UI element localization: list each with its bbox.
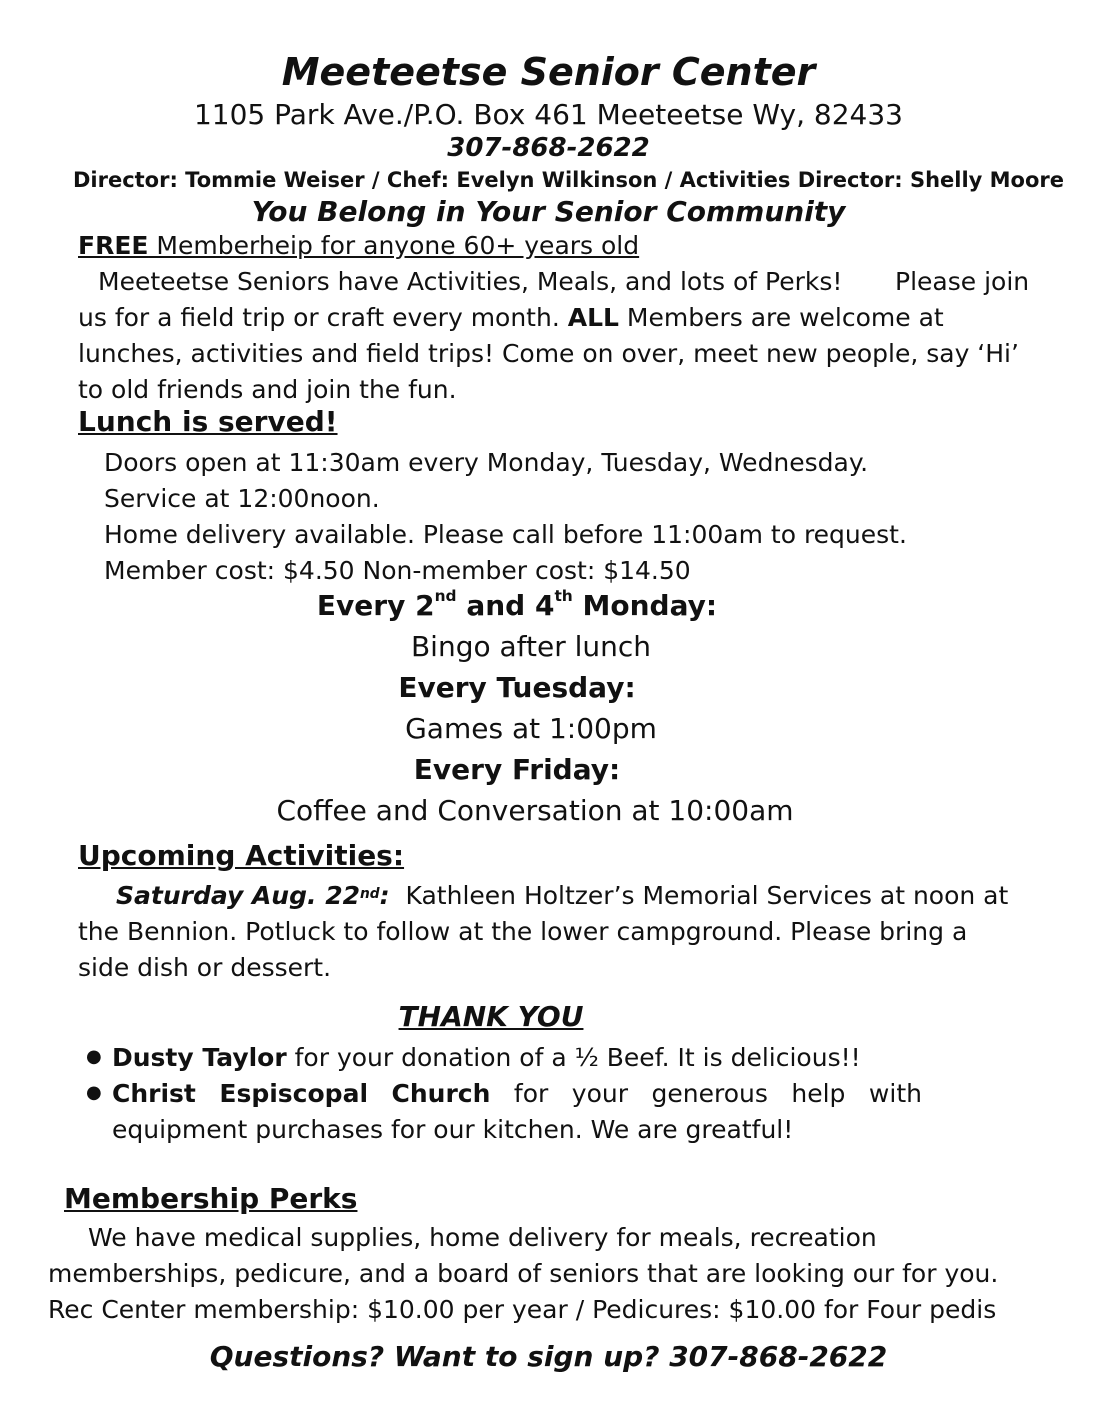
monday-sup-2: th — [554, 587, 573, 605]
membership-line-4: to old friends and join the fun. — [78, 375, 457, 404]
staff-line: Director: Tommie Weiser / Chef: Evelyn Wilkinson / Activities Director: Shelly Moore — [72, 168, 1065, 192]
perks-line-2: memberships, pedicure, and a board of seniors that are looking our for you. — [48, 1259, 999, 1288]
donor-name: Dusty Taylor — [112, 1043, 287, 1072]
thanks-item-1 — [112, 1040, 861, 1076]
membership-line-2a: us for a field trip or craft every month. — [78, 303, 568, 332]
lunch-heading: Lunch is served! — [78, 405, 338, 438]
donor-word: Christ — [112, 1079, 196, 1108]
friday-heading: Every Friday: — [413, 753, 621, 786]
thanks-word: with — [868, 1079, 922, 1108]
membership-line-1a: Meeteetse Seniors have Activities, Meals, and lots of Perks! — [98, 267, 843, 296]
monday-part-c: Monday: — [572, 589, 718, 622]
monday-heading — [0, 589, 1034, 622]
thanks-word: your — [571, 1079, 628, 1108]
monday-description: Bingo after lunch — [410, 630, 652, 663]
lunch-line: Service at 12:00noon. — [104, 484, 380, 513]
bullet-icon: ● — [86, 1082, 102, 1103]
membership-line-2c: Members are welcome at — [618, 303, 944, 332]
tuesday-heading: Every Tuesday: — [398, 671, 636, 704]
all-word: ALL — [567, 303, 619, 332]
lunch-line: Doors open at 11:30am every Monday, Tuesday, Wednesday. — [104, 448, 869, 477]
page-title: Meeteetse Senior Center — [281, 50, 816, 94]
event-date-sup: nd — [359, 886, 380, 902]
upcoming-line-2: the Bennion. Potluck to follow at the lower campground. Please bring a — [78, 917, 968, 946]
lunch-line: Home delivery available. Please call before 11:00am to request. — [104, 520, 907, 549]
thanks-item-2-line-2: equipment purchases for our kitchen. We are greatful! — [112, 1115, 794, 1144]
upcoming-line-1 — [116, 878, 1008, 914]
tagline: You Belong in Your Senior Community — [251, 195, 846, 228]
membership-line-1b: Please join — [895, 267, 1030, 296]
thanks-item-2-line-1 — [112, 1076, 922, 1112]
donor-text: for your donation of a ½ Beef. It is delicious!! — [286, 1043, 861, 1072]
thanks-word: for — [513, 1079, 549, 1108]
address: 1105 Park Ave./P.O. Box 461 Meeteetse Wy, 82433 — [193, 98, 903, 131]
event-date: Saturday Aug. 22 — [116, 881, 360, 910]
event-date-colon: : — [379, 881, 390, 910]
tuesday-description: Games at 1:00pm — [405, 712, 657, 745]
perks-line-1: We have medical supplies, home delivery for meals, recreation — [88, 1223, 877, 1252]
membership-line-2 — [78, 300, 944, 336]
bullet-icon: ● — [86, 1046, 102, 1067]
donor-word: Church — [391, 1079, 491, 1108]
friday-description: Coffee and Conversation at 10:00am — [276, 794, 794, 827]
lunch-line: Member cost: $4.50 Non-member cost: $14.50 — [104, 556, 691, 585]
thanks-heading: THANK YOU — [398, 1000, 584, 1033]
upcoming-heading: Upcoming Activities: — [78, 839, 405, 872]
event-text-1: Kathleen Holtzer’s Memorial Services at noon at — [389, 881, 1009, 910]
perks-heading: Membership Perks — [64, 1182, 358, 1215]
monday-sup-1: nd — [434, 587, 457, 605]
monday-part-a: Every 2 — [316, 589, 435, 622]
monday-part-b: and 4 — [456, 589, 555, 622]
perks-line-3: Rec Center membership: $10.00 per year / Pedicures: $10.00 for Four pedis — [48, 1295, 997, 1324]
membership-line-3: lunches, activities and field trips! Come on over, meet new people, say ‘Hi’ — [78, 339, 1019, 368]
upcoming-line-3: side dish or dessert. — [78, 953, 332, 982]
footer-question: Questions? Want to sign up? 307-868-2622 — [209, 1340, 888, 1373]
thanks-word: help — [791, 1079, 846, 1108]
free-membership-line — [78, 228, 639, 264]
free-word: FREE — [78, 231, 149, 260]
phone-number: 307-868-2622 — [447, 133, 650, 163]
donor-word: Espiscopal — [219, 1079, 369, 1108]
thanks-word: generous — [651, 1079, 768, 1108]
free-membership-text: Memberheip for anyone 60+ years old — [148, 231, 640, 260]
